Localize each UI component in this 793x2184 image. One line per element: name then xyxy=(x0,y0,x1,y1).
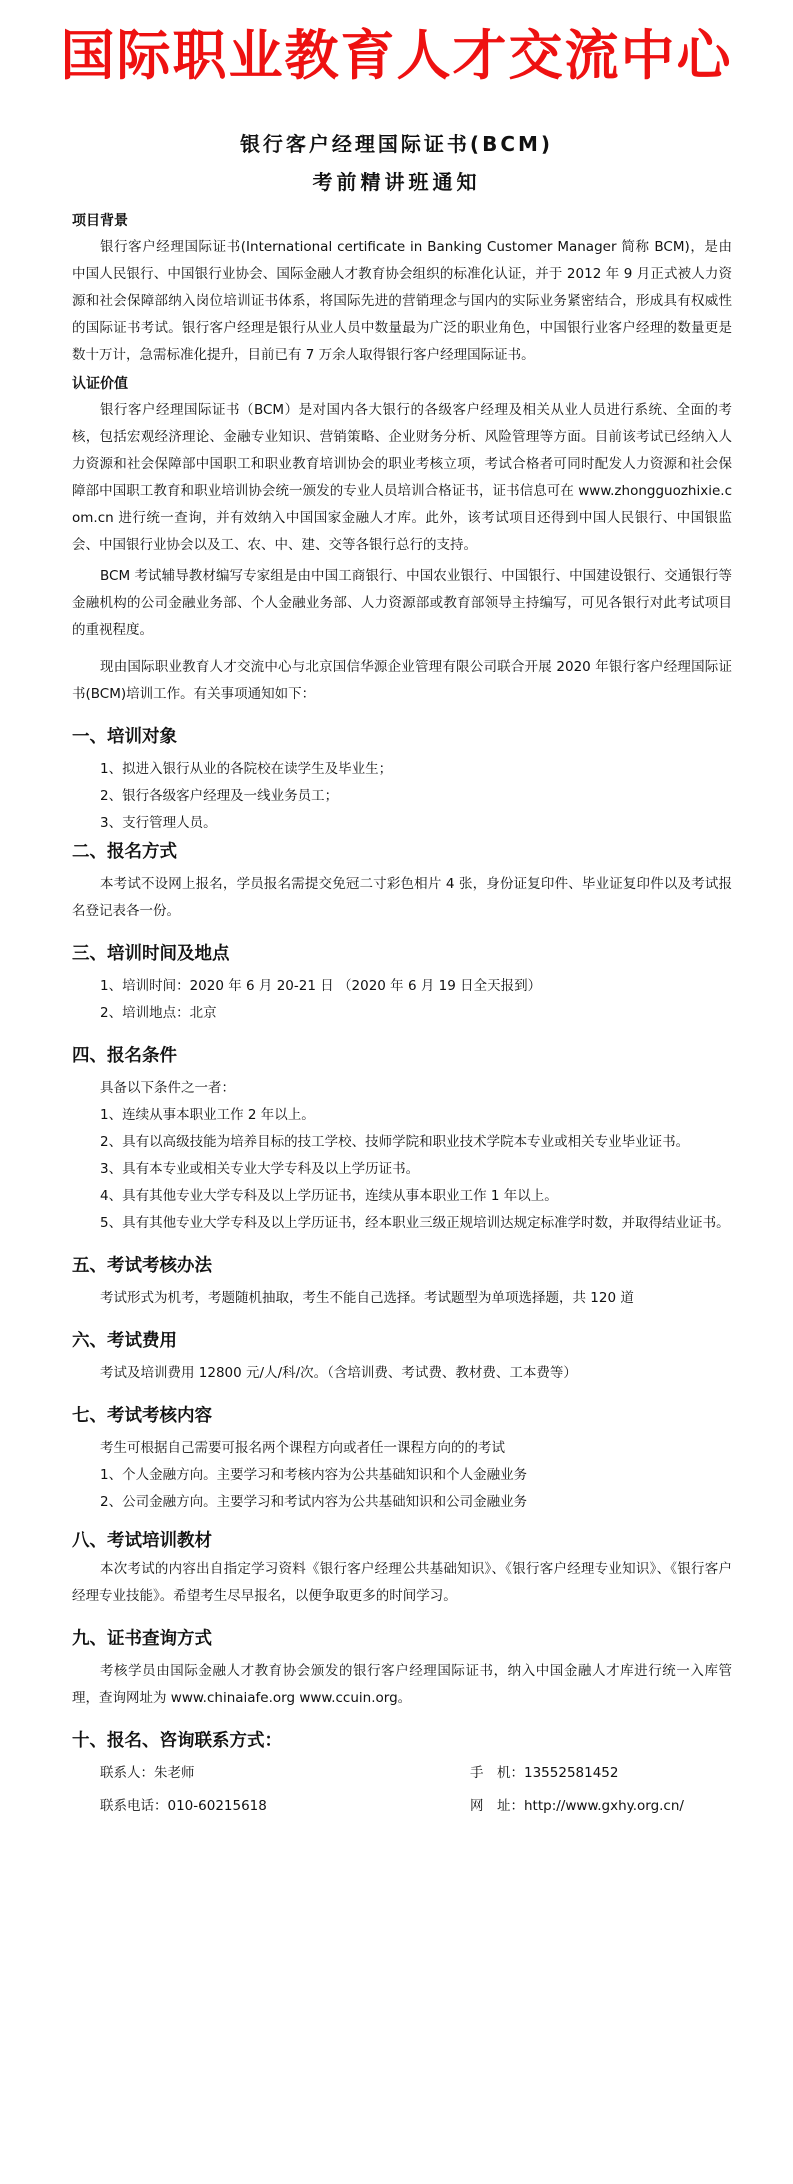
list-item: 3、具有本专业或相关专业大学专科及以上学历证书。 xyxy=(100,1161,420,1177)
list-item: 2、培训地点：北京 xyxy=(100,1005,217,1021)
section-conditions: 四、报名条件 xyxy=(72,1046,177,1066)
section-materials: 八、考试培训教材 xyxy=(72,1531,212,1551)
contact-mobile: 手 机：13552581452 xyxy=(470,1765,619,1781)
value-label: 认证价值 xyxy=(72,376,128,392)
section-registration: 二、报名方式 xyxy=(72,842,177,862)
conditions-intro: 具备以下条件之一者： xyxy=(100,1080,235,1096)
list-item: 2、具有以高级技能为培养目标的技工学校、技师学院和职业技术学院本专业或相关专业毕业证书。 xyxy=(100,1134,690,1150)
section-certificate-query: 九、证书查询方式 xyxy=(72,1629,212,1649)
exam-content-intro: 考生可根据自己需要可报名两个课程方向或者任一课程方向的的考试 xyxy=(100,1440,505,1456)
list-item: 5、具有其他专业大学专科及以上学历证书，经本职业三级正规培训达规定标准学时数，并取得结业证书。 xyxy=(100,1215,730,1231)
section-contact: 十、报名、咨询联系方式： xyxy=(72,1731,282,1751)
list-item: 2、公司金融方向。主要学习和考试内容为公共基础知识和公司金融业务 xyxy=(100,1494,528,1510)
value-text-1: 银行客户经理国际证书（BCM）是对国内各大银行的各级客户经理及相关从业人员进行系统、全面的考核，包括宏观经济理论、金融专业知识、营销策略、企业财务分析、风险管理等方面。目前该考试已经纳入人力资源和社会保障部中国职工和职业教育培训协会的职业考核立项，考试合格者可同时配发人力资源和社会保障部中国职工教育和职业培训协会统一颁发的专业人员培训合格证书，证书信息可在 www.zhongguozhixie.com.cn 进行统一查询，并有效纳入中国国家金融人才库。此外，该考试项目还得到中国人民银行、中国银监会、中国银行业协会以及工、农、中、建、交等各银行总行的支持。 xyxy=(72,402,732,553)
list-item: 1、个人金融方向。主要学习和考核内容为公共基础知识和个人金融业务 xyxy=(100,1467,528,1483)
materials-text: 本次考试的内容出自指定学习资料《银行客户经理公共基础知识》、《银行客户经理专业知识》、《银行客户经理专业技能》。希望考生尽早报名，以便争取更多的时间学习。 xyxy=(72,1561,732,1604)
registration-text: 本考试不设网上报名，学员报名需提交免冠二寸彩色相片 4 张，身份证复印件、毕业证复印件以及考试报名登记表各一份。 xyxy=(72,876,732,919)
list-item: 1、连续从事本职业工作 2 年以上。 xyxy=(100,1107,315,1123)
section-exam-content: 七、考试考核内容 xyxy=(72,1406,212,1426)
exam-method-text: 考试形式为机考，考题随机抽取，考生不能自己选择。考试题型为单项选择题，共 120 道 xyxy=(100,1290,634,1306)
value-text-2: BCM 考试辅导教材编写专家组是由中国工商银行、中国农业银行、中国银行、中国建设银行、交通银行等金融机构的公司金融业务部、个人金融业务部、人力资源部或教育部领导主持编写，可见各银行对此考试项目的重视程度。 xyxy=(72,568,732,638)
list-item: 4、具有其他专业大学专科及以上学历证书，连续从事本职业工作 1 年以上。 xyxy=(100,1188,558,1204)
contact-website[interactable]: 网 址：http://www.gxhy.org.cn/ xyxy=(470,1798,684,1814)
section-time-place: 三、培训时间及地点 xyxy=(72,944,230,964)
exam-fee-text: 考试及培训费用 12800 元/人/科/次。（含培训费、考试费、教材费、工本费等） xyxy=(100,1365,577,1381)
intro-text: 现由国际职业教育人才交流中心与北京国信华源企业管理有限公司联合开展 2020 年银行客户经理国际证书(BCM)培训工作。有关事项通知如下： xyxy=(72,659,732,702)
list-item: 1、培训时间：2020 年 6 月 20-21 日 （2020 年 6 月 19 日全天报到） xyxy=(100,978,542,994)
contact-row xyxy=(72,1760,732,1787)
list-item: 2、银行各级客户经理及一线业务员工； xyxy=(100,788,339,804)
section-exam-method: 五、考试考核办法 xyxy=(72,1256,212,1276)
notice-subtitle: 考前精讲班通知 xyxy=(312,170,481,194)
contact-phone: 联系电话：010-60215618 xyxy=(100,1798,267,1814)
contact-person: 联系人：朱老师 xyxy=(100,1765,195,1781)
notice-body xyxy=(72,208,732,1820)
list-item: 1、拟进入银行从业的各院校在读学生及毕业生； xyxy=(100,761,393,777)
notice-title: 银行客户经理国际证书(BCM) xyxy=(239,132,554,156)
background-label: 项目背景 xyxy=(72,213,128,229)
org-banner: 国际职业教育人才交流中心 xyxy=(60,24,733,87)
section-exam-fee: 六、考试费用 xyxy=(72,1331,177,1351)
background-text: 银行客户经理国际证书(International certificate in Banking Customer Manager 简称 BCM)，是由中国人民银行、中国银行业协会、国际金融人才教育协会组织的标准化认证，并于 2012 年 9 月正式被人力资源和社会保障部纳入岗位培训证书体系，将国际先进的营销理念与国内的实际业务紧密结合，形成具有权威性的国际证书考试。银行客户经理是银行从业人员中数量最为广泛的职业角色，中国银行业客户经理的数量更是数十万计，急需标准化提升，目前已有 7 万余人取得银行客户经理国际证书。 xyxy=(72,239,732,363)
contact-row xyxy=(72,1793,732,1820)
certificate-query-text: 考核学员由国际金融人才教育协会颁发的银行客户经理国际证书，纳入中国金融人才库进行统一入库管理，查询网址为 www.chinaiafe.org www.ccuin.org。 xyxy=(72,1663,732,1706)
list-item: 3、支行管理人员。 xyxy=(100,815,217,831)
section-training-target: 一、培训对象 xyxy=(72,727,177,747)
